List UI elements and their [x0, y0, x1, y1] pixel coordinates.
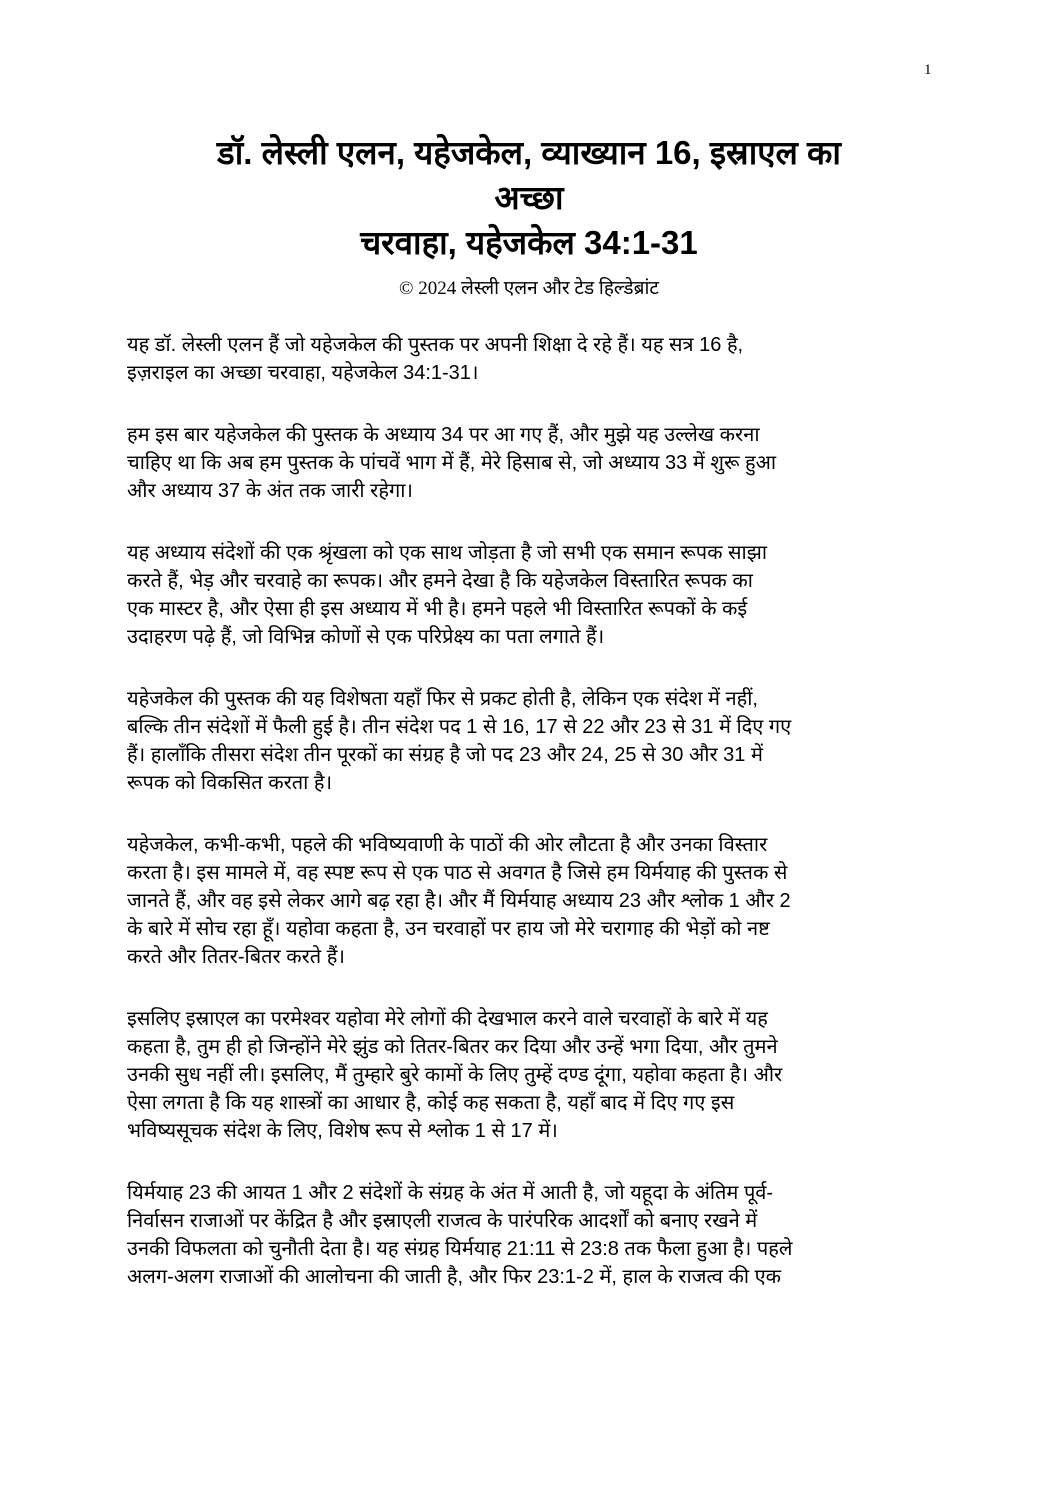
paragraph-line: करते हैं, भेड़ और चरवाहे का रूपक। और हमने देखा है कि यहेजकेल विस्तारित रूपक का	[127, 570, 753, 592]
paragraph-line: जानते हैं, और वह इसे लेकर आगे बढ़ रहा है। और मैं यिर्मयाह अध्याय 23 और श्लोक 1 और 2	[127, 890, 791, 912]
paragraph-line: बल्कि तीन संदेशों में फैली हुई है। तीन संदेश पद 1 से 16, 17 से 22 और 23 से 31 में दिए गए	[127, 716, 792, 738]
paragraph-line: एक मास्टर है, और ऐसा ही इस अध्याय में भी है। हमने पहले भी विस्तारित रूपकों के कई	[127, 598, 748, 620]
title-line: चरवाहा, यहेजकेल 34:1-31	[360, 224, 698, 261]
paragraph-line: हम इस बार यहेजकेल की पुस्तक के अध्याय 34 पर आ गए हैं, और मुझे यह उल्लेख करना	[127, 424, 760, 446]
paragraph	[127, 539, 947, 651]
document-title	[0, 130, 1058, 265]
paragraph	[127, 831, 947, 971]
title-line: डॉ. लेस्ली एलन, यहेजकेल, व्याख्यान 16, इस्राएल का	[217, 134, 841, 171]
paragraph	[127, 421, 947, 505]
paragraph-line: इज़राइल का अच्छा चरवाहा, यहेजकेल 34:1-31।	[127, 362, 479, 384]
paragraph-line: चाहिए था कि अब हम पुस्तक के पांचवें भाग में हैं, मेरे हिसाब से, जो अध्याय 33 में शुरू हुआ	[127, 452, 777, 474]
paragraph-line: उदाहरण पढ़े हैं, जो विभिन्न कोणों से एक परिप्रेक्ष्य का पता लगाते हैं।	[127, 626, 605, 648]
paragraph-line: के बारे में सोच रहा हूँ। यहोवा कहता है, उन चरवाहों पर हाय जो मेरे चरागाह की भेड़ों को नष्ट	[127, 918, 770, 940]
paragraph	[127, 331, 947, 387]
copyright-line: © 2024 लेस्ली एलन और टेड हिल्डेब्रांट	[399, 278, 659, 299]
paragraph	[127, 685, 947, 797]
paragraph-line: करते और तितर-बितर करते हैं।	[127, 946, 345, 968]
paragraph-line: यह अध्याय संदेशों की एक श्रृंखला को एक साथ जोड़ता है जो सभी एक समान रूपक साझा	[127, 542, 768, 564]
page-number: 1	[924, 62, 932, 78]
paragraph-line: निर्वासन राजाओं पर केंद्रित है और इस्राएली राजत्व के पारंपरिक आदर्शों को बनाए रखने में	[127, 1210, 758, 1232]
paragraph-line: ऐसा लगता है कि यह शास्त्रों का आधार है, कोई कह सकता है, यहाँ बाद में दिए गए इस	[127, 1092, 735, 1114]
paragraph-line: उनकी सुध नहीं ली। इसलिए, मैं तुम्हारे बुरे कामों के लिए तुम्हें दण्ड दूंगा, यहोवा कहता है। और	[127, 1064, 783, 1086]
document-body	[127, 331, 947, 1325]
paragraph-line: करता है। इस मामले में, वह स्पष्ट रूप से एक पाठ से अवगत है जिसे हम यिर्मयाह की पुस्तक से	[127, 862, 788, 884]
paragraph-line: यहेजकेल की पुस्तक की यह विशेषता यहाँ फिर से प्रकट होती है, लेकिन एक संदेश में नहीं,	[127, 688, 758, 710]
paragraph-line: कहता है, तुम ही हो जिन्होंने मेरे झुंड को तितर-बितर कर दिया और उन्हें भगा दिया, और तुमने	[127, 1036, 778, 1058]
paragraph-line: यहेजकेल, कभी-कभी, पहले की भविष्यवाणी के पाठों की ओर लौटता है और उनका विस्तार	[127, 834, 768, 856]
paragraph	[127, 1005, 947, 1145]
paragraph-line: भविष्यसूचक संदेश के लिए, विशेष रूप से श्लोक 1 से 17 में।	[127, 1120, 558, 1142]
paragraph-line: यिर्मयाह 23 की आयत 1 और 2 संदेशों के संग्रह के अंत में आती है, जो यहूदा के अंतिम पूर्व-	[127, 1182, 774, 1204]
paragraph	[127, 1179, 947, 1291]
paragraph-line: इसलिए इस्राएल का परमेश्वर यहोवा मेरे लोगों की देखभाल करने वाले चरवाहों के बारे में यह	[127, 1008, 768, 1030]
paragraph-line: रूपक को विकसित करता है।	[127, 772, 333, 794]
paragraph-line: हैं। हालाँकि तीसरा संदेश तीन पूरकों का संग्रह है जो पद 23 और 24, 25 से 30 और 31 में	[127, 744, 763, 766]
paragraph-line: उनकी विफलता को चुनौती देता है। यह संग्रह यिर्मयाह 21:11 से 23:8 तक फैला हुआ है। पहले	[127, 1238, 793, 1260]
paragraph-line: और अध्याय 37 के अंत तक जारी रहेगा।	[127, 480, 413, 502]
title-line: अच्छा	[494, 179, 564, 216]
paragraph-line: अलग-अलग राजाओं की आलोचना की जाती है, और फिर 23:1-2 में, हाल के राजत्व की एक	[127, 1266, 781, 1288]
paragraph-line: यह डॉ. लेस्ली एलन हैं जो यहेजकेल की पुस्तक पर अपनी शिक्षा दे रहे हैं। यह सत्र 16 है,	[127, 334, 744, 356]
